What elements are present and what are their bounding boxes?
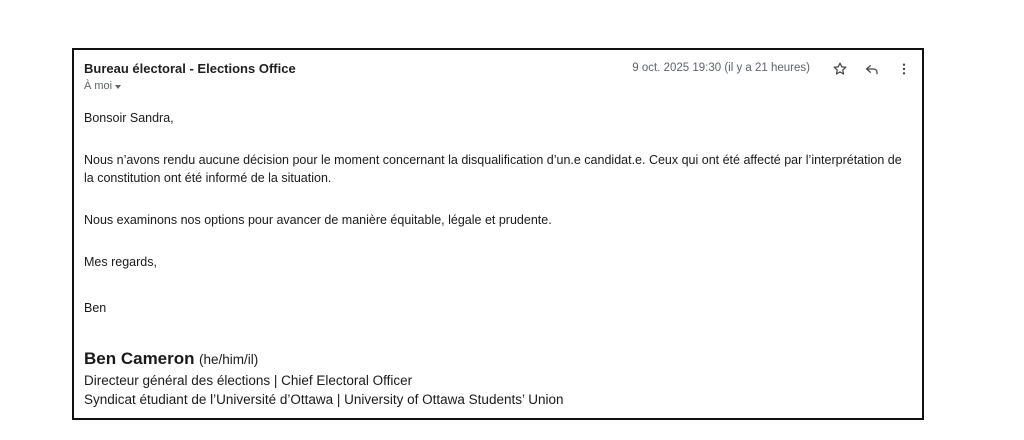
chevron-down-icon <box>115 85 121 89</box>
signature-name: Ben Cameron <box>84 349 195 368</box>
email-timestamp: 9 oct. 2025 19:30 (il y a 21 heures) <box>632 62 810 74</box>
options-paragraph: Nous examinons nos options pour avancer de manière équitable, légale et prudente. <box>84 213 552 227</box>
signature-pronouns: (he/him/il) <box>198 352 259 367</box>
sign-off-text: Ben <box>84 301 107 315</box>
recipient-label: À moi <box>84 80 113 92</box>
reply-icon <box>864 61 880 77</box>
signature-name-line <box>84 348 564 371</box>
email-signature <box>84 348 564 409</box>
more-options-button[interactable] <box>894 59 914 79</box>
signature-title: Directeur général des élections | Chief Electoral Officer <box>84 373 413 388</box>
closing-text: Mes regards, <box>84 255 157 269</box>
recipient-toggle[interactable] <box>84 80 121 92</box>
reply-button[interactable] <box>862 59 882 79</box>
signature-organization: Syndicat étudiant de l’Université d’Ottawa | University of Ottawa Students’ Union <box>84 392 564 407</box>
sender-name[interactable]: Bureau électoral - Elections Office <box>84 61 296 76</box>
more-vert-icon <box>896 61 912 77</box>
greeting-text: Bonsoir Sandra, <box>84 111 174 125</box>
email-header <box>84 61 912 95</box>
star-icon <box>832 61 848 77</box>
email-message-card <box>72 48 924 420</box>
star-button[interactable] <box>830 59 850 79</box>
main-paragraph: Nous n’avons rendu aucune décision pour le moment concernant la disqualification d’un.e candidat.e. Ceux qui ont été affecté par l’interprétation de la constitution ont été informé de la situation. <box>84 153 902 185</box>
